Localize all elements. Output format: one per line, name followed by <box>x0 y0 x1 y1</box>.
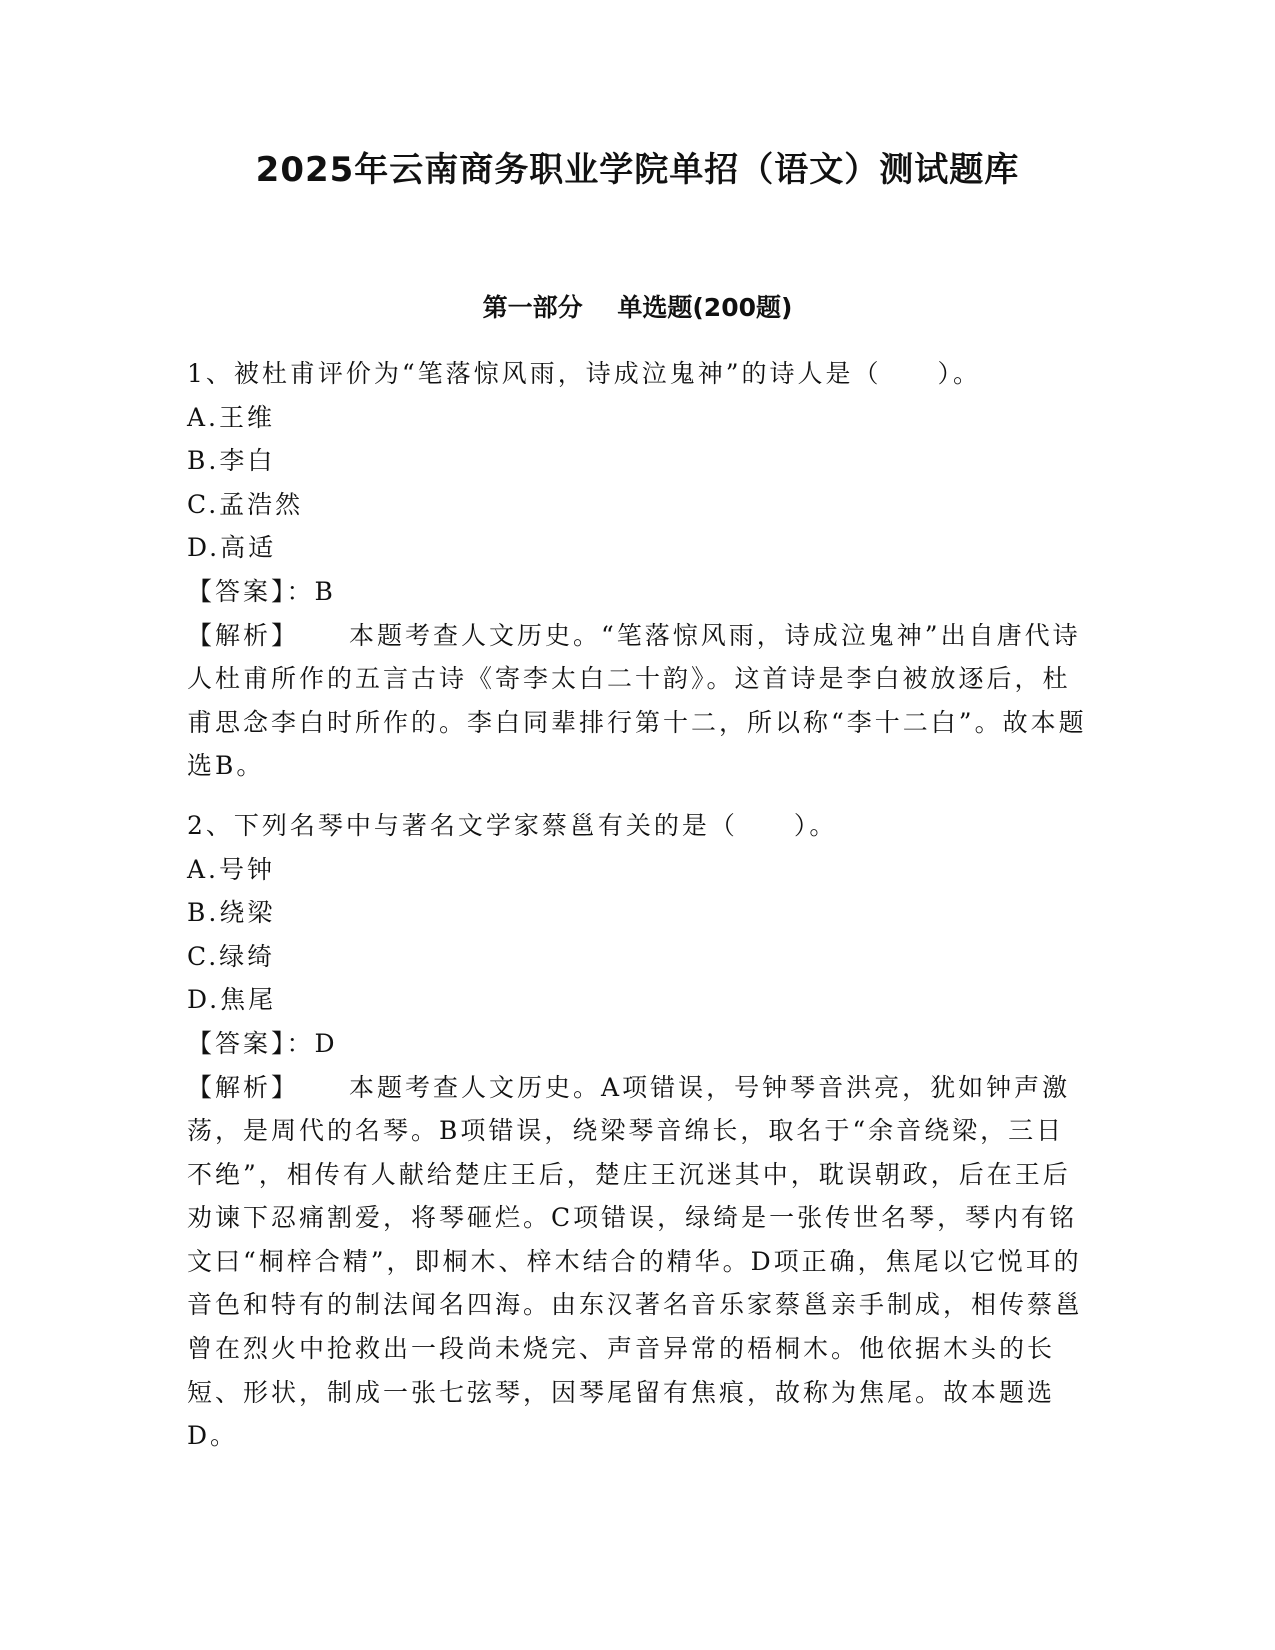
explanation <box>187 1066 1092 1458</box>
answer-value: D <box>314 1028 338 1058</box>
explanation-label: 【解析】 <box>187 620 300 650</box>
explanation-label: 【解析】 <box>187 1072 300 1102</box>
question-2 <box>187 804 1092 1458</box>
explanation-text: 本题考查人文历史。A项错误，号钟琴音洪亮，犹如钟声激荡，是周代的名琴。B项错误，绕梁琴音绵长，取名于“余音绕梁，三日不绝”，相传有人献给楚庄王后，楚庄王沉迷其中，耽误朝政，后在王后劝谏下忍痛割爱，将琴砸烂。C项错误，绿绮是一张传世名琴，琴内有铭文曰“桐梓合精”，即桐木、梓木结合的精华。D项正确，焦尾以它悦耳的音色和特有的制法闻名四海。由东汉著名音乐家蔡邕亲手制成，相传蔡邕曾在烈火中抢救出一段尚未烧完、声音异常的梧桐木。他依据木头的长短、形状，制成一张七弦琴，因琴尾留有焦痕，故称为焦尾。故本题选D。 <box>187 1072 1084 1451</box>
option-a: A.号钟 <box>187 854 276 884</box>
answer-label: 【答案】： <box>187 576 315 606</box>
option-c: C.绿绮 <box>187 941 276 971</box>
answer-label: 【答案】： <box>187 1028 315 1058</box>
question-list <box>187 352 1092 1458</box>
answer-line <box>187 570 1092 614</box>
question-stem: 2、下列名琴中与著名文学家蔡邕有关的是（ ）。 <box>187 810 838 840</box>
option-d: D.高适 <box>187 533 277 563</box>
explanation <box>187 614 1092 788</box>
option-b: B.绕梁 <box>187 898 276 928</box>
document-title: 2025年云南商务职业学院单招（语文）测试题库 <box>255 150 1020 190</box>
question-stem: 1、被杜甫评价为“笔落惊风雨，诗成泣鬼神”的诗人是（ ）。 <box>187 359 981 388</box>
option-a: A.王维 <box>187 402 276 432</box>
option-d: D.焦尾 <box>187 985 277 1015</box>
question-1 <box>187 352 1092 788</box>
section-title: 第一部分 单选题(200题) <box>482 293 793 322</box>
answer-value: B <box>314 576 336 606</box>
option-c: C.孟浩然 <box>187 489 304 519</box>
option-b: B.李白 <box>187 446 276 476</box>
explanation-text: 本题考查人文历史。“笔落惊风雨，诗成泣鬼神”出自唐代诗人杜甫所作的五言古诗《寄李太白二十韵》。这首诗是李白被放逐后，杜甫思念李白时所作的。李白同辈排行第十二，所以称“李十二白”。故本题选B。 <box>187 620 1087 781</box>
answer-line <box>187 1022 1092 1066</box>
